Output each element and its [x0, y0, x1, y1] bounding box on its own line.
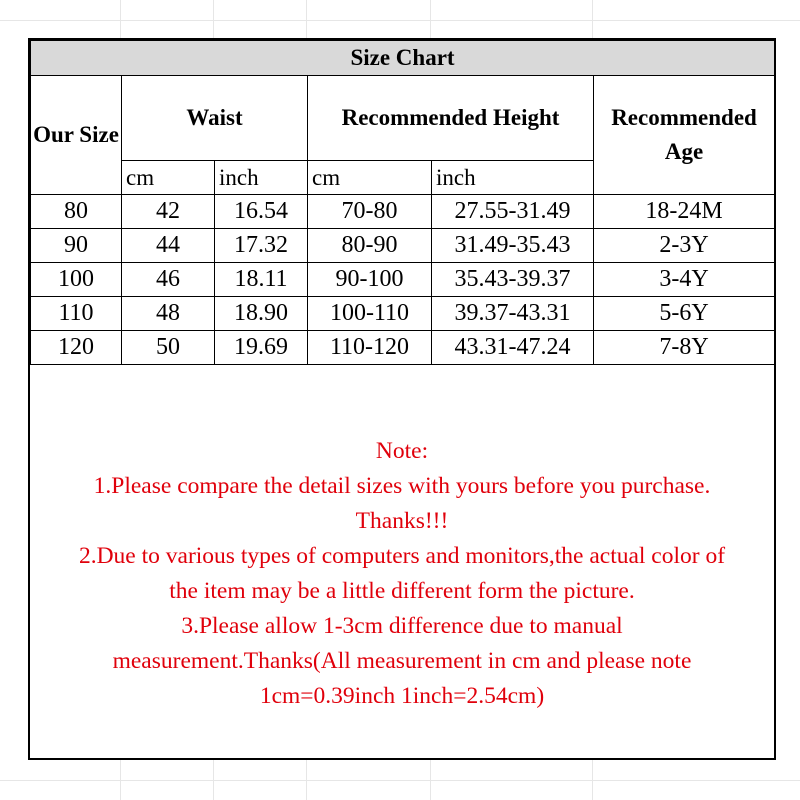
age-cell: 3-4Y — [594, 263, 775, 297]
subheader-height-cm: cm — [308, 161, 432, 195]
age-cell: 5-6Y — [594, 297, 775, 331]
grid-line — [0, 20, 800, 21]
table-title: Size Chart — [31, 41, 775, 76]
header-waist: Waist — [122, 76, 308, 161]
header-recommended-height: Recommended Height — [308, 76, 594, 161]
waist-inch-cell: 18.90 — [215, 297, 308, 331]
subheader-height-inch: inch — [432, 161, 594, 195]
note-line: 2.Due to various types of computers and monitors,the actual color of — [78, 543, 726, 569]
height-inch-cell: 39.37-43.31 — [432, 297, 594, 331]
waist-inch-cell: 17.32 — [215, 229, 308, 263]
height-cm-cell: 80-90 — [308, 229, 432, 263]
table-row — [31, 263, 775, 297]
waist-cm-cell: 42 — [122, 195, 215, 229]
waist-cm-cell: 48 — [122, 297, 215, 331]
note-heading: Note: — [375, 438, 429, 464]
waist-cm-cell: 50 — [122, 331, 215, 365]
header-our-size: Our Size — [31, 76, 122, 195]
waist-inch-cell: 16.54 — [215, 195, 308, 229]
table-row — [31, 331, 775, 365]
note-line: Thanks!!! — [355, 508, 449, 534]
height-inch-cell: 43.31-47.24 — [432, 331, 594, 365]
size-cell: 120 — [31, 331, 122, 365]
age-cell: 2-3Y — [594, 229, 775, 263]
height-cm-cell: 90-100 — [308, 263, 432, 297]
note-line: 3.Please allow 1-3cm difference due to manual — [181, 613, 623, 639]
subheader-waist-inch: inch — [215, 161, 308, 195]
table-row — [31, 195, 775, 229]
waist-cm-cell: 44 — [122, 229, 215, 263]
header-recommended-age: Recommended Age — [594, 76, 775, 195]
note-line: measurement.Thanks(All measurement in cm and please note — [112, 648, 692, 674]
size-cell: 90 — [31, 229, 122, 263]
size-cell: 80 — [31, 195, 122, 229]
height-cm-cell: 110-120 — [308, 331, 432, 365]
height-cm-cell: 100-110 — [308, 297, 432, 331]
height-cm-cell: 70-80 — [308, 195, 432, 229]
size-chart-sheet — [28, 38, 776, 760]
notes-block — [30, 434, 774, 714]
table-row — [31, 229, 775, 263]
height-inch-cell: 27.55-31.49 — [432, 195, 594, 229]
grid-line — [0, 780, 800, 781]
waist-cm-cell: 46 — [122, 263, 215, 297]
table-row — [31, 297, 775, 331]
note-line: 1.Please compare the detail sizes with yours before you purchase. — [93, 473, 711, 499]
note-line: the item may be a little different form the picture. — [169, 578, 635, 604]
waist-inch-cell: 18.11 — [215, 263, 308, 297]
waist-inch-cell: 19.69 — [215, 331, 308, 365]
height-inch-cell: 31.49-35.43 — [432, 229, 594, 263]
age-cell: 18-24M — [594, 195, 775, 229]
note-line: 1cm=0.39inch 1inch=2.54cm) — [259, 683, 545, 709]
height-inch-cell: 35.43-39.37 — [432, 263, 594, 297]
subheader-waist-cm: cm — [122, 161, 215, 195]
size-cell: 100 — [31, 263, 122, 297]
size-chart-table — [30, 40, 775, 365]
size-cell: 110 — [31, 297, 122, 331]
age-cell: 7-8Y — [594, 331, 775, 365]
